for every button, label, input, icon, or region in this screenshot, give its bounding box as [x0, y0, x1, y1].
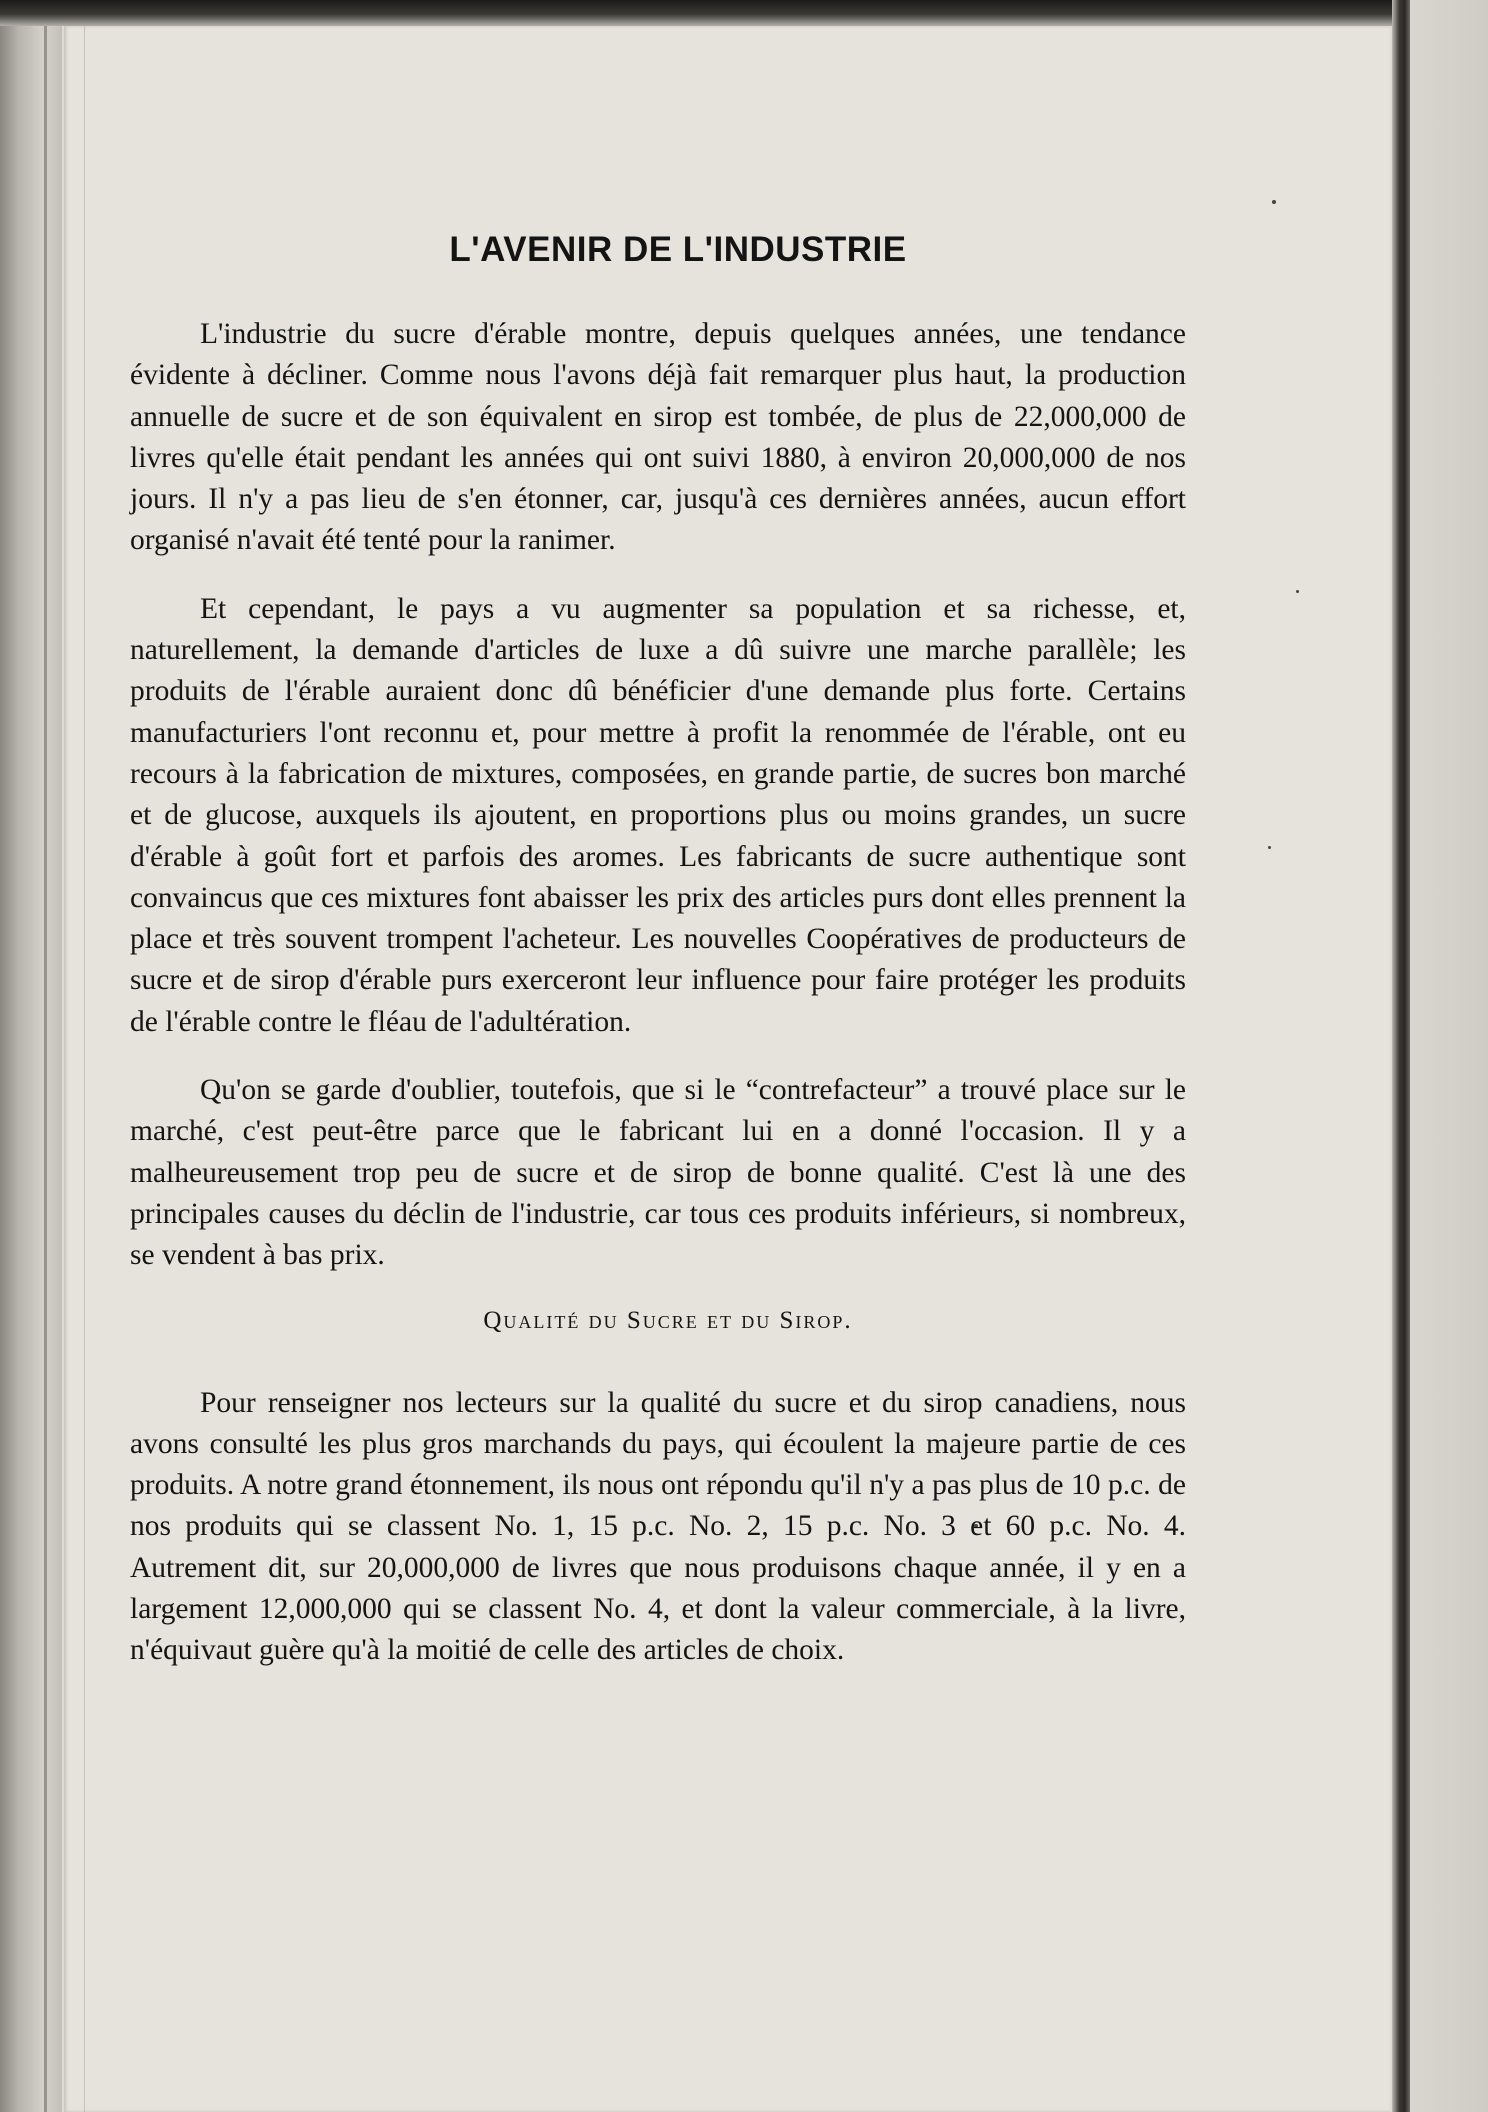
top-scan-edge	[0, 0, 1488, 26]
section-paragraph-1: Pour renseigner nos lecteurs sur la qualité du sucre et du sirop canadiens, nous avons consulté les plus gros marchands du pays, qui écoulent la majeure partie de ces produits. A notre grand étonnement, ils nous ont répondu qu'il n'y a pas plus de 10 p.c. de nos produits qui se classent No. 1, 15 p.c. No. 2, 15 p.c. No. 3 et 60 p.c. No. 4. Autrement dit, sur 20,000,000 de livres que nous produisons chaque année, il y en a largement 12,000,000 qui se classent No. 4, et dont la valeur commerciale, à la livre, n'équivaut guère qu'à la moitié de celle des articles de choix.	[130, 1386, 1186, 1667]
section-heading: Qualité du Sucre et du Sirop.	[483, 1306, 853, 1334]
paragraph-1: L'industrie du sucre d'érable montre, depuis quelques années, une tendance évidente à décliner. Comme nous l'avons déjà fait remarquer plus haut, la production annuelle de sucre et de son équivalent en sirop est tombée, de plus de 22,000,000 de livres qu'elle était pendant les années qui ont suivi 1880, à environ 20,000,000 de nos jours. Il n'y a pas lieu de s'en étonner, car, jusqu'à ces dernières années, aucun effort organisé n'avait été tenté pour la ranimer.	[130, 318, 1186, 557]
scan-speck	[1296, 590, 1299, 593]
adjacent-page-edge	[1410, 0, 1488, 2112]
article-body	[130, 228, 1186, 1699]
page-title: L'AVENIR DE L'INDUSTRIE	[449, 230, 907, 269]
spine-shadow-line	[44, 0, 47, 2112]
paragraph-2: Et cependant, le pays a vu augmenter sa population et sa richesse, et, naturellement, la demande d'articles de luxe a dû suivre une marche parallèle; les produits de l'érable auraient donc dû bénéficier d'une demande plus forte. Certains manufacturiers l'ont reconnu et, pour mettre à profit la renommée de l'érable, ont eu recours à la fabrication de mixtures, composées, en grande partie, de sucres bon marché et de glucose, auxquels ils ajoutent, en proportions plus ou moins grandes, un sucre d'érable à goût fort et parfois des aromes. Les fabricants de sucre authentique sont convaincus que ces mixtures font abaisser les prix des articles purs dont elles prennent la place et très souvent trompent l'acheteur. Les nouvelles Coopératives de producteurs de sucre et de sirop d'érable purs exerceront leur influence pour faire protéger les produits de l'érable contre le fléau de l'adultération.	[130, 592, 1186, 1038]
right-page-edge-shadow	[1392, 0, 1410, 2112]
paragraph-3: Qu'on se garde d'oublier, toutefois, que si le “contrefacteur” a trouvé place sur le marché, c'est peut-être parce que le fabricant lui en a donné l'occasion. Il y a malheureusement trop peu de sucre et de sirop de bonne qualité. C'est là une des principales causes du déclin de l'industrie, car tous ces produits inférieurs, si nombreux, se vendent à bas prix.	[130, 1074, 1186, 1272]
scan-speck	[1272, 200, 1276, 204]
page-inner-edge	[84, 26, 85, 2112]
scan-speck	[1268, 846, 1271, 849]
book-spine-edge	[0, 0, 62, 2112]
